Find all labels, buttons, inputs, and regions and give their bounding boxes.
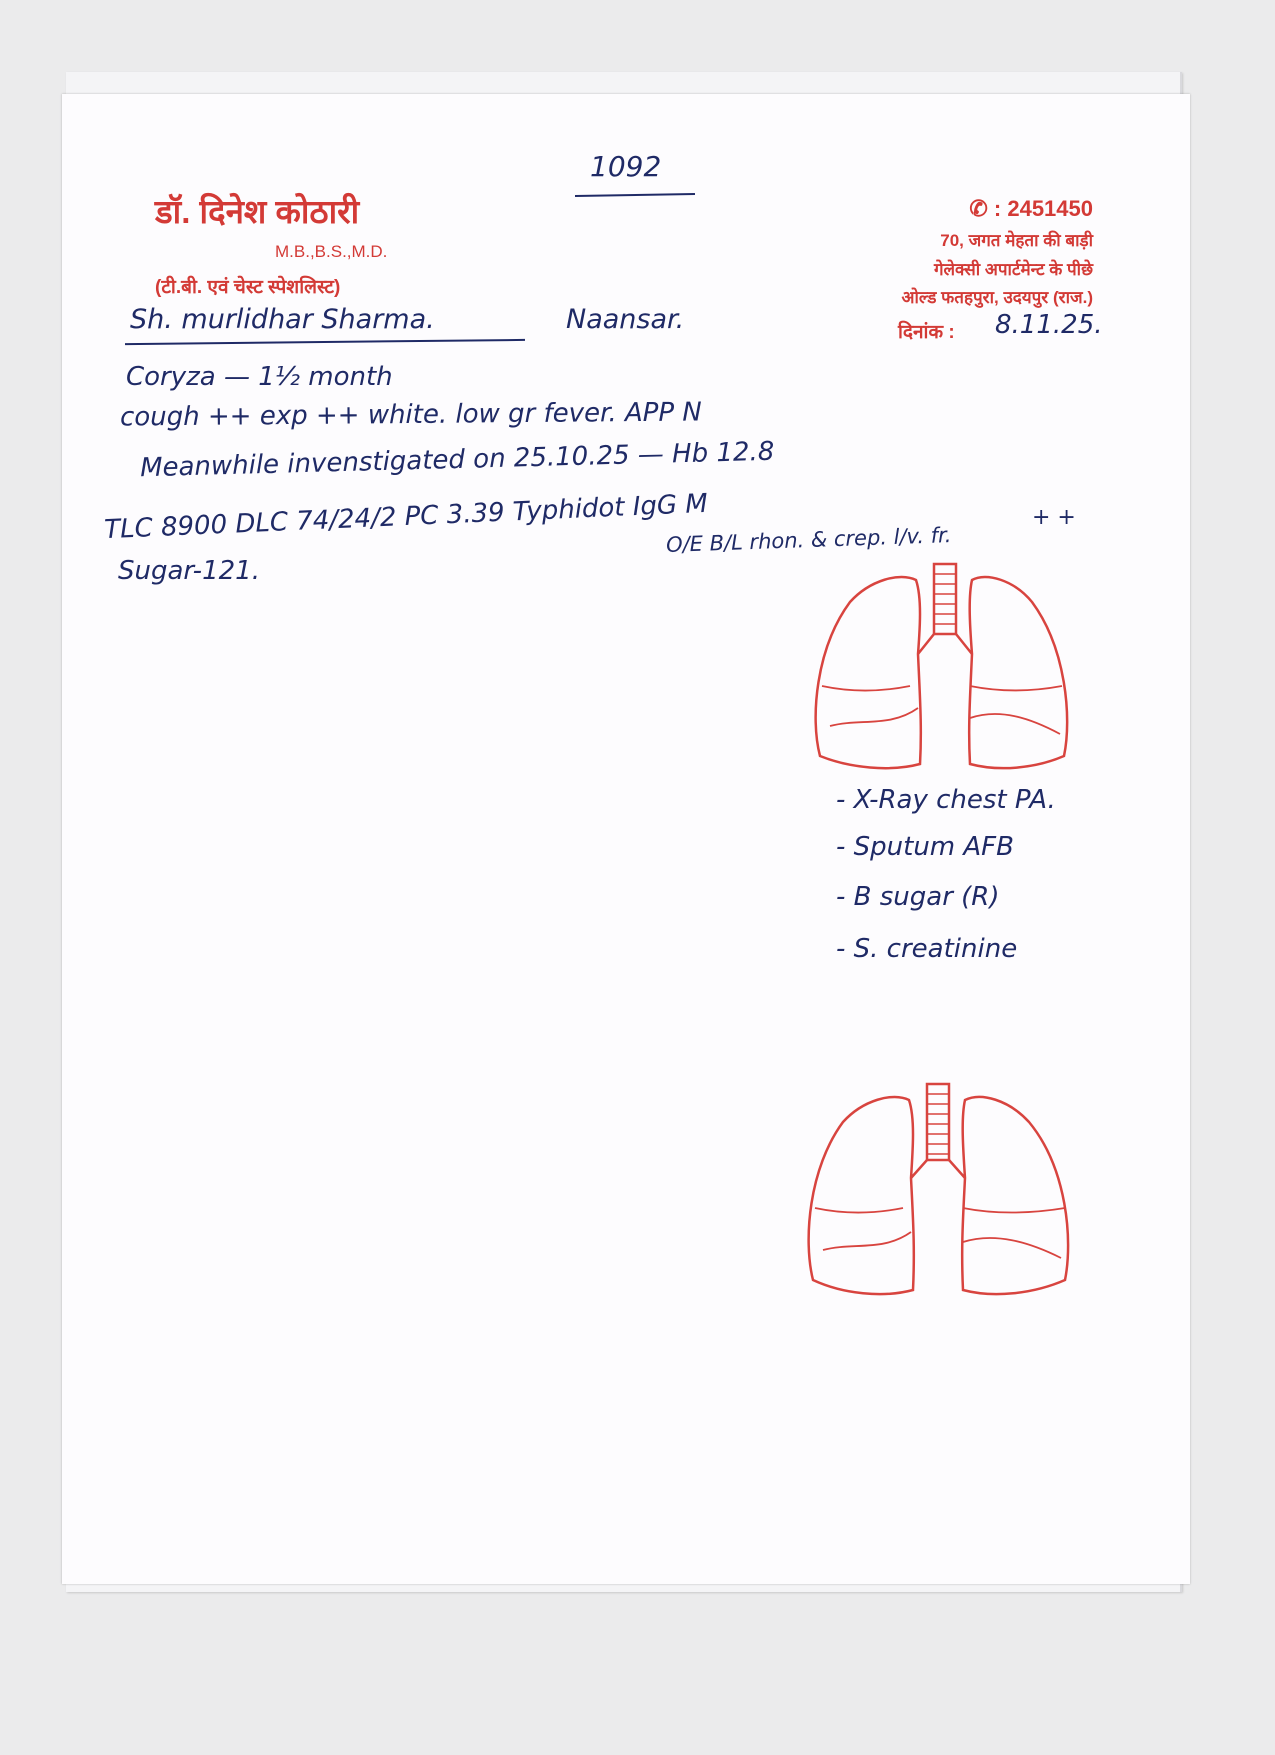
examination-note: O/E B/L rhon. & crep. l/v. fr. [665,523,952,557]
address-line-3: ओल्ड फतहपुरा, उदयपुर (राज.) [901,288,1093,307]
note-line: Coryza — 1½ month [126,362,393,392]
investigation-item: - S. creatinine [836,934,1018,964]
date-value: 8.11.25. [995,310,1103,340]
address-line-1: 70, जगत मेहता की बाड़ी [940,231,1093,250]
lungs-diagram-top [810,558,1070,788]
date-label: दिनांक : [898,322,955,343]
note-line: Meanwhile invenstigated on 25.10.25 — Hb 12.8 [139,436,775,484]
note-line: TLC 8900 DLC 74/24/2 PC 3.39 Typhidot IgG M [103,488,709,546]
patient-name: Sh. murlidhar Sharma. [130,304,435,335]
lungs-diagram-bottom [803,1078,1073,1306]
doctor-name: डॉ. दिनेश कोठारी [155,193,360,230]
patient-place: Naansar. [566,304,685,335]
investigation-item: - Sputum AFB [836,832,1014,862]
serial-number: 1092 [590,150,662,183]
doctor-degrees: M.B.,B.S.,M.D. [275,242,388,261]
phone-number: ✆ : 2451450 [969,196,1093,221]
investigation-item: - B sugar (R) [836,882,1000,912]
typhidot-marks: + + [1032,505,1076,530]
investigation-item: - X-Ray chest PA. [836,785,1056,815]
note-line: cough ++ exp ++ white. low gr fever. APP N [119,397,702,433]
note-line: Sugar-121. [118,556,260,586]
address-line-2: गेलेक्सी अपार्टमेन्ट के पीछे [933,260,1093,279]
doctor-specialty: (टी.बी. एवं चेस्ट स्पेशलिस्ट) [155,277,341,298]
